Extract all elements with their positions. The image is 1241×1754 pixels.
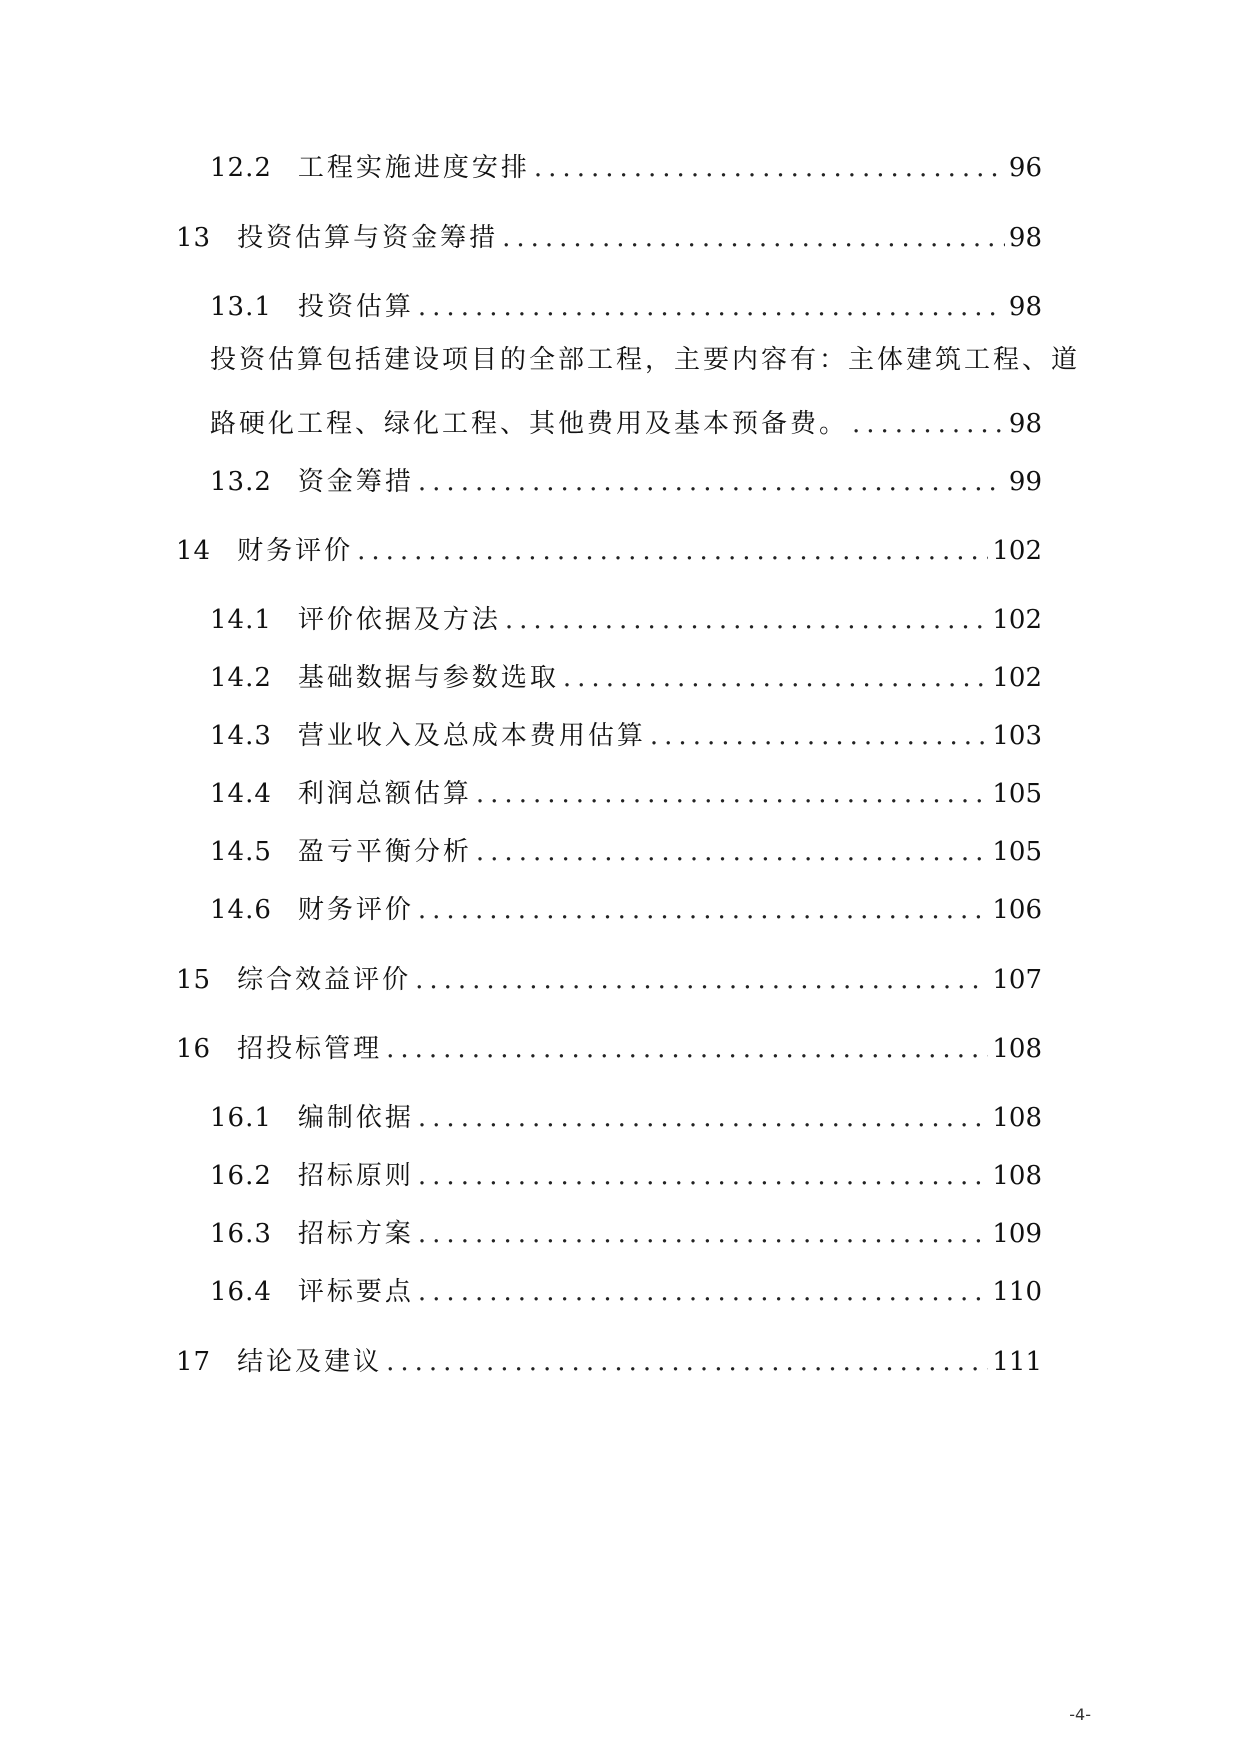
toc-leader-dots [418,462,1005,502]
toc-entry[interactable] [210,716,1042,756]
toc-entry-number: 16.1 [210,1103,272,1133]
toc-entry[interactable] [176,218,1042,258]
toc-entry[interactable] [176,1342,1042,1382]
toc-entry-title: 营业收入及总成本费用估算 [297,721,646,751]
toc-entry-title: 招投标管理 [237,1034,383,1064]
toc-entry-title: 财务评价 [237,536,354,566]
toc-leader-dots [418,890,988,930]
toc-entry-number: 14.2 [210,663,272,693]
toc-entry[interactable] [176,531,1042,571]
toc-entry-page: 98 [1008,292,1042,322]
toc-entry-page: 108 [992,1103,1042,1133]
toc-entry-number: 15 [176,965,212,995]
toc-entry-number: 16.2 [210,1161,272,1191]
toc-entry[interactable] [210,890,1042,930]
toc-leader-dots [418,1272,988,1312]
toc-entry[interactable] [210,1272,1042,1312]
toc-entry[interactable] [210,774,1042,814]
toc-entry-number: 14.6 [210,895,272,925]
toc-entry-number: 13.2 [210,467,272,497]
toc-leader-dots [418,287,1005,327]
toc-entry-title: 基础数据与参数选取 [297,663,559,693]
paragraph-line-2[interactable] [210,404,1042,444]
toc-entry[interactable] [176,960,1042,1000]
toc-entry-page: 110 [992,1277,1042,1307]
toc-entry-page: 98 [1008,223,1042,253]
toc-entry-number: 12.2 [210,153,272,183]
toc-entry-number: 16.4 [210,1277,272,1307]
toc-entry-number: 14.4 [210,779,272,809]
toc-leader-dots [650,716,988,756]
toc-entry-number: 16 [176,1034,212,1064]
toc-entry-title: 编制依据 [297,1103,414,1133]
toc-entry-page: 108 [992,1161,1042,1191]
toc-entry-number: 14.3 [210,721,272,751]
paragraph-line-1: 投资估算包括建设项目的全部工程，主要内容有：主体建筑工程、道 [210,345,1081,375]
toc-entry-number: 17 [176,1347,212,1377]
toc-leader-dots [852,404,1005,444]
toc-entry-title: 利润总额估算 [297,779,472,809]
toc-entry[interactable] [210,600,1042,640]
toc-entry-page: 107 [992,965,1042,995]
toc-entry-page: 106 [992,895,1042,925]
toc-entry-title: 招标方案 [297,1219,414,1249]
toc-leader-dots [386,1029,988,1069]
toc-leader-dots [502,218,1005,258]
toc-entry-page: 105 [992,779,1042,809]
toc-entry-title: 投资估算与资金筹措 [237,223,499,253]
toc-entry-title: 资金筹措 [297,467,414,497]
toc-entry[interactable] [210,832,1042,872]
toc-description-paragraph [210,340,1100,439]
toc-entry-title: 盈亏平衡分析 [297,837,472,867]
toc-entry-title: 财务评价 [297,895,414,925]
toc-entry-title: 综合效益评价 [237,965,412,995]
toc-entry-number: 13 [176,223,212,253]
toc-entry-page: 102 [992,536,1042,566]
toc-entry-page: 98 [1008,409,1042,439]
toc-entry-page: 102 [992,605,1042,635]
toc-entry-number: 14.5 [210,837,272,867]
toc-entry[interactable] [210,287,1042,327]
toc-leader-dots [418,1098,988,1138]
toc-entry-page: 111 [992,1347,1042,1377]
toc-entry-number: 14.1 [210,605,272,635]
toc-entry-title: 招标原则 [297,1161,414,1191]
toc-entry[interactable] [210,1156,1042,1196]
toc-leader-dots [534,148,1005,188]
toc-leader-dots [476,774,988,814]
toc-leader-dots [418,1156,988,1196]
page-number: -4- [1069,1705,1091,1724]
toc-entry-title: 结论及建议 [237,1347,383,1377]
toc-entry-title: 评价依据及方法 [297,605,501,635]
toc-leader-dots [357,531,988,571]
toc-entry[interactable] [210,658,1042,698]
toc-leader-dots [415,960,988,1000]
toc-entry-page: 102 [992,663,1042,693]
toc-entry[interactable] [210,1098,1042,1138]
toc-entry-title: 评标要点 [297,1277,414,1307]
toc-entry-title: 投资估算 [297,292,414,322]
toc-entry-page: 103 [992,721,1042,751]
toc-entry-number: 14 [176,536,212,566]
toc-leader-dots [476,832,988,872]
toc-entry[interactable] [176,1029,1042,1069]
toc-leader-dots [563,658,988,698]
toc-entry-page: 109 [992,1219,1042,1249]
toc-entry-page: 108 [992,1034,1042,1064]
toc-entry[interactable] [210,148,1042,188]
toc-leader-dots [505,600,988,640]
toc-entry[interactable] [210,1214,1042,1254]
toc-entry-number: 13.1 [210,292,272,322]
toc-entry-page: 99 [1008,467,1042,497]
toc-leader-dots [418,1214,988,1254]
toc-entry-page: 96 [1008,153,1042,183]
toc-entry-title: 工程实施进度安排 [297,153,530,183]
paragraph-line-2-text: 路硬化工程、绿化工程、其他费用及基本预备费。 [210,409,849,439]
toc-entry[interactable] [210,462,1042,502]
toc-leader-dots [386,1342,988,1382]
toc-entry-number: 16.3 [210,1219,272,1249]
toc-entry-page: 105 [992,837,1042,867]
